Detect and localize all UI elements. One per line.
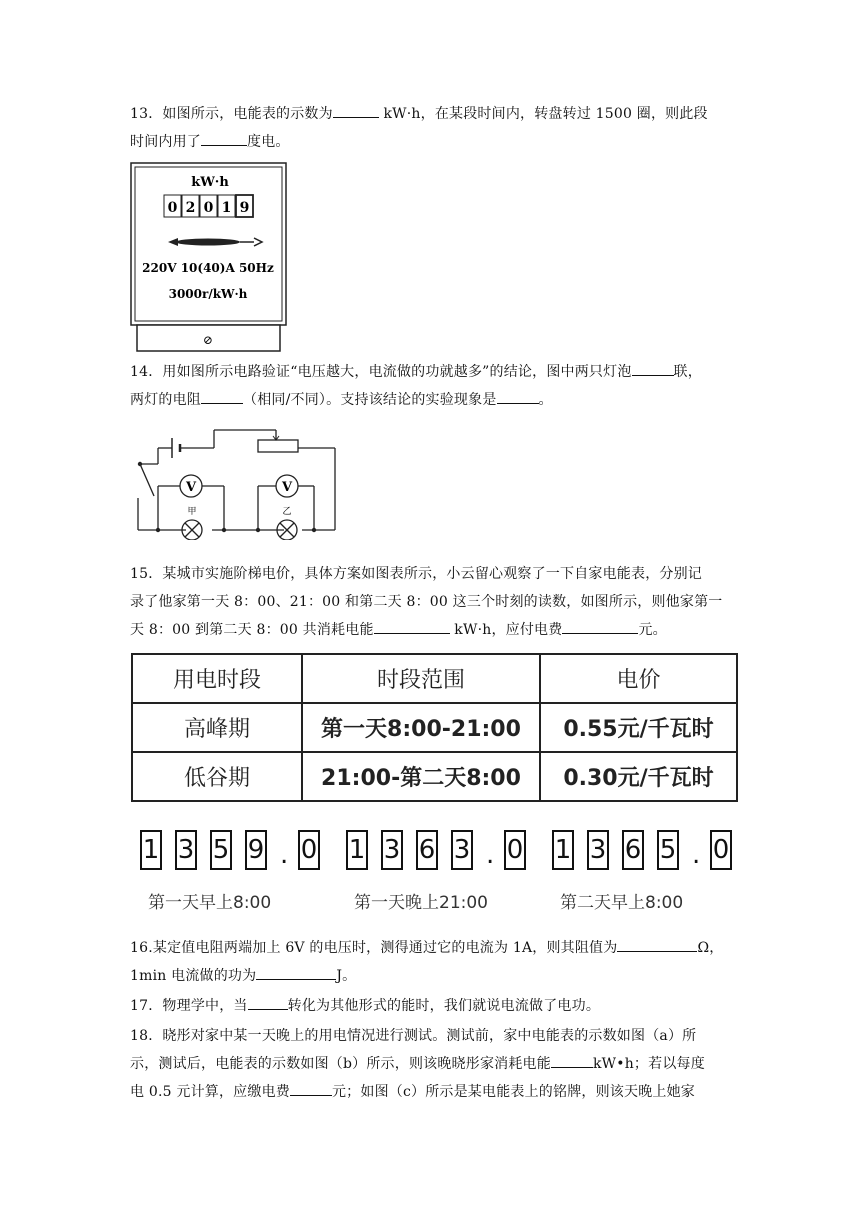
q13-text: 13．如图所示，电能表的示数为 [130,106,333,122]
q16-text: 1min 电流做的功为 [130,968,257,984]
answer-blank[interactable] [632,361,674,376]
answer-blank[interactable] [551,1053,593,1068]
q14-text: （相同/不同）。支持该结论的实验现象是 [243,392,497,408]
q15-text: 天 8：00 到第二天 8：00 共消耗电能 [130,622,374,638]
q15-text: 元。 [638,622,667,638]
voltmeter-a-label: V [185,480,197,495]
table-cell: 0.30元/千瓦时 [540,752,737,801]
q15-text: kW·h，应付电费 [449,622,563,638]
meter-symbol: ⊘ [202,333,214,347]
q17-text: 转化为其他形式的能时，我们就说电流做了电功。 [287,998,601,1014]
meter-reading-digits [552,830,745,870]
answer-blank[interactable] [290,1081,332,1096]
reading-digit: 3 [587,830,609,870]
answer-blank[interactable] [497,389,539,404]
reading-digit: 9 [245,830,267,870]
reading-digit: 1 [552,830,574,870]
answer-blank[interactable] [333,103,379,118]
q16-text: J。 [336,968,357,984]
reading-decimal-digit: 0 [298,830,320,870]
meter-digit: 2 [185,200,196,216]
question-15 [130,560,730,644]
meter-digit: 9 [239,200,250,216]
reading-digit: 3 [175,830,197,870]
reading-decimal-digit: 0 [710,830,732,870]
q18-text: 电 0.5 元计算，应缴电费 [130,1084,290,1100]
reading-digit: 5 [657,830,679,870]
q16-text: Ω， [697,940,724,956]
meter-digit: 1 [221,200,232,216]
q18-text: 18．晓彤对家中某一天晚上的用电情况进行测试。测试前，家中电能表的示数如图（a）所 [130,1028,697,1044]
table-cell: 21:00-第二天8:00 [302,752,540,801]
q18-text: kW•h；若以每度 [592,1056,705,1072]
question-13 [130,100,730,156]
decimal-point: . [280,840,289,870]
meter-spec-2: 3000r/kW·h [168,287,248,301]
q14-text: 。 [538,392,553,408]
meter-digit: 0 [167,200,178,216]
table-header: 用电时段 [132,654,302,703]
lamp-b-label: 乙 [282,507,292,517]
q13-text: 度电。 [247,134,290,150]
reading-digit: 1 [140,830,162,870]
q14-text: 14．用如图所示电路验证“电压越大，电流做的功就越多”的结论，图中两只灯泡 [130,364,632,380]
circuit-diagram [128,424,344,540]
q15-text: 录了他家第一天 8：00、21：00 和第二天 8：00 这三个时刻的读数，如图所示，则他家第一 [130,594,723,610]
q18-text: 元；如图（c）所示是某电能表上的铭牌，则该天晚上她家 [331,1084,696,1100]
table-cell: 高峰期 [132,703,302,752]
reading-digit: 5 [210,830,232,870]
question-18 [130,1022,730,1106]
reading-decimal-digit: 0 [504,830,526,870]
table-header: 电价 [540,654,737,703]
question-16 [130,934,730,990]
q13-text: kW·h，在某段时间内，转盘转过 1500 圈，则此段 [378,106,708,122]
q16-text: 16.某定值电阻两端加上 6V 的电压时，测得通过它的电流为 1A，则其阻值为 [130,940,618,956]
answer-blank[interactable] [201,389,243,404]
q14-text: 联， [673,364,702,380]
q18-text: 示，测试后，电能表的示数如图（b）所示，则该晚晓彤家消耗电能 [130,1056,551,1072]
meter-spec-1: 220V 10(40)A 50Hz [142,261,274,275]
reading-digit: 6 [416,830,438,870]
table-row [132,703,737,752]
answer-blank[interactable] [374,619,450,634]
reading-digit: 1 [346,830,368,870]
voltmeter-b-label: V [281,480,293,495]
reading-digit: 3 [451,830,473,870]
price-table [131,653,738,802]
decimal-point: . [692,840,701,870]
meter-digit: 0 [203,200,214,216]
reading-label: 第一天早上8:00 [148,893,272,913]
lamp-a-label: 甲 [187,507,197,517]
question-14 [130,358,730,414]
reading-digit: 3 [381,830,403,870]
table-cell: 第一天8:00-21:00 [302,703,540,752]
reading-label: 第一天晚上21:00 [354,893,488,913]
q13-text: 时间内用了 [130,134,201,150]
q14-text: 两灯的电阻 [130,392,201,408]
reading-digit: 6 [622,830,644,870]
table-row [132,752,737,801]
question-17 [130,992,730,1020]
decimal-point: . [486,840,495,870]
table-header: 时段范围 [302,654,540,703]
table-cell: 低谷期 [132,752,302,801]
answer-blank[interactable] [256,965,336,980]
answer-blank[interactable] [617,937,697,952]
answer-blank[interactable] [248,995,288,1010]
q15-text: 15．某城市实施阶梯电价，具体方案如图表所示，小云留心观察了一下自家电能表，分别记 [130,566,703,582]
electric-meter-figure [130,162,290,354]
q17-text: 17．物理学中，当 [130,998,248,1014]
answer-blank[interactable] [201,131,247,146]
table-header-row [132,654,737,703]
reading-label: 第二天早上8:00 [560,893,684,913]
answer-blank[interactable] [562,619,638,634]
meter-unit: kW·h [191,175,229,190]
meter-reading-digits [140,830,333,870]
table-cell: 0.55元/千瓦时 [540,703,737,752]
meter-reading-digits [346,830,539,870]
